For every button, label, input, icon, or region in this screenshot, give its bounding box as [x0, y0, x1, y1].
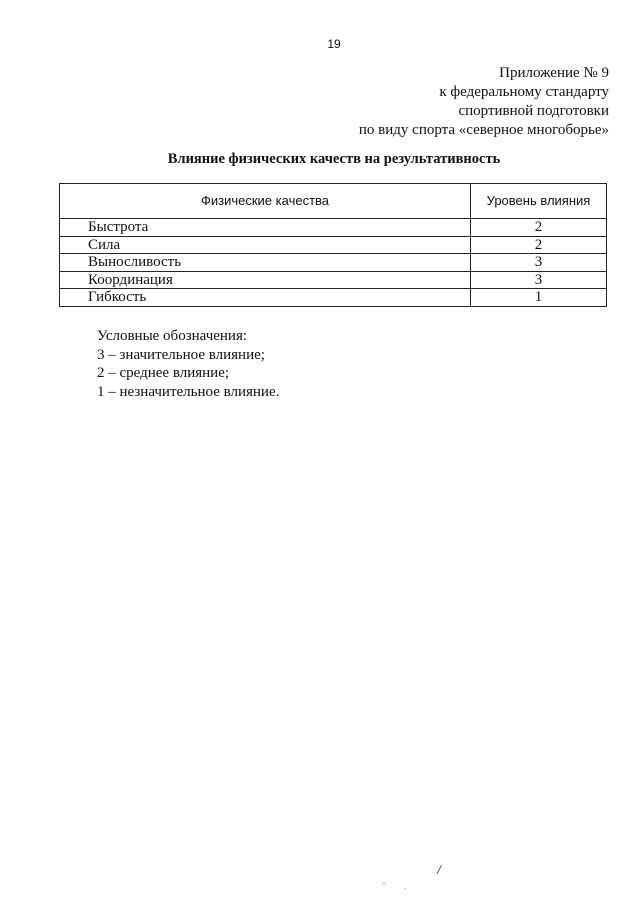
legend-item: 3 – значительное влияние;	[97, 346, 265, 363]
table-row	[60, 236, 607, 254]
influence-level: 3	[471, 271, 607, 289]
legend-item: 2 – среднее влияние;	[97, 365, 230, 381]
influence-level: 3	[471, 254, 607, 272]
appendix-line: спортивной подготовки	[458, 103, 609, 119]
column-header-level: Уровень влияния	[471, 184, 607, 219]
footer-mark: /	[437, 863, 441, 878]
legend-heading: Условные обозначения:	[97, 328, 248, 344]
column-header-quality: Физические качества	[60, 184, 471, 219]
table-row	[60, 271, 607, 289]
qualities-table	[59, 183, 607, 307]
influence-level: 2	[471, 219, 607, 237]
document-title: Влияние физических качеств на результативность	[167, 151, 501, 167]
table-row	[60, 219, 607, 237]
table-row	[60, 289, 607, 307]
page-number: 19	[327, 37, 341, 51]
appendix-line: Приложение № 9	[499, 65, 609, 81]
appendix-header	[359, 64, 609, 140]
quality-name: Быстрота	[60, 219, 471, 237]
quality-name: Координация	[60, 271, 471, 289]
scan-speck	[405, 888, 406, 889]
scan-speck	[383, 883, 385, 884]
appendix-line: к федеральному стандарту	[439, 84, 609, 100]
influence-level: 1	[471, 289, 607, 307]
table-header-row	[60, 184, 607, 219]
quality-name: Сила	[60, 236, 471, 254]
appendix-line: по виду спорта «северное многоборье»	[358, 122, 609, 138]
quality-name: Гибкость	[60, 289, 471, 307]
legend-item: 1 – незначительное влияние.	[97, 383, 280, 400]
table-row	[60, 254, 607, 272]
quality-name: Выносливость	[60, 254, 471, 272]
legend	[97, 327, 279, 401]
influence-level: 2	[471, 236, 607, 254]
